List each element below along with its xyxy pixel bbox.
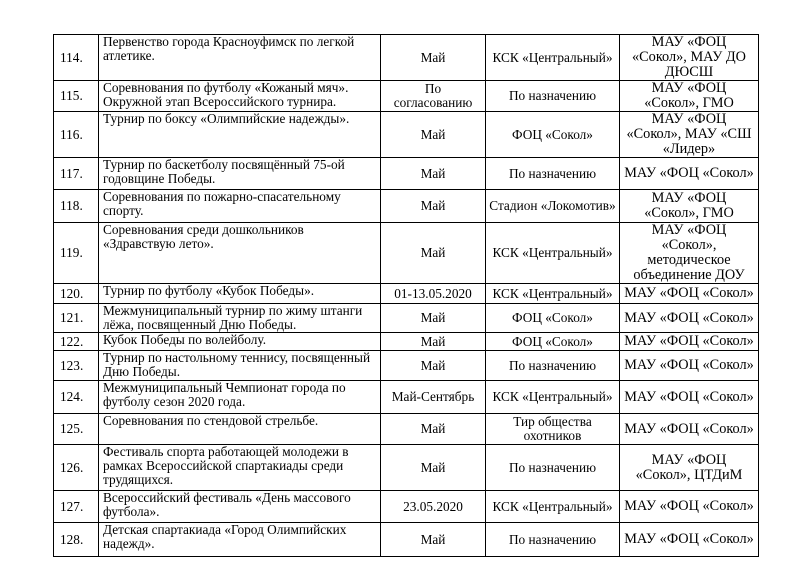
events-table [53,34,759,557]
event-responsible: МАУ «ФОЦ «Сокол» [620,351,759,381]
event-name: Фестиваль спорта работающей молодежи в рамках Всероссийской спартакиады среди трудящихся. [99,445,381,491]
table-row [54,112,759,158]
row-number: 115. [54,81,99,112]
event-place: КСК «Центральный» [486,223,620,284]
event-date: 23.05.2020 [381,491,486,523]
event-name: Всероссийский фестиваль «День массового футбола». [99,491,381,523]
event-responsible: МАУ «ФОЦ «Сокол», ЦТДиМ [620,445,759,491]
table-row [54,223,759,284]
event-date: Май [381,223,486,284]
event-responsible: МАУ «ФОЦ «Сокол» [620,333,759,351]
event-date: Май [381,414,486,445]
event-name: Межмуниципальный турнир по жиму штанги лёжа, посвященный Дню Победы. [99,304,381,333]
event-name: Турнир по боксу «Олимпийские надежды». [99,112,381,158]
event-place: По назначению [486,351,620,381]
event-place: КСК «Центральный» [486,381,620,414]
event-place: КСК «Центральный» [486,35,620,81]
event-place: По назначению [486,81,620,112]
row-number: 123. [54,351,99,381]
event-responsible: МАУ «ФОЦ «Сокол» [620,158,759,190]
event-name: Соревнования по пожарно-спасательному спорту. [99,190,381,223]
event-place: КСК «Центральный» [486,284,620,304]
event-date: Май [381,523,486,557]
event-place: ФОЦ «Сокол» [486,304,620,333]
event-date: Май [381,351,486,381]
row-number: 125. [54,414,99,445]
event-date: 01-13.05.2020 [381,284,486,304]
event-name: Турнир по футболу «Кубок Победы». [99,284,381,304]
table-row [54,381,759,414]
event-place: ФОЦ «Сокол» [486,333,620,351]
row-number: 122. [54,333,99,351]
event-name: Межмуниципальный Чемпионат города по футболу сезон 2020 года. [99,381,381,414]
table-row [54,445,759,491]
event-responsible: МАУ «ФОЦ «Сокол», ГМО [620,190,759,223]
row-number: 116. [54,112,99,158]
table-row [54,284,759,304]
row-number: 117. [54,158,99,190]
table-row [54,523,759,557]
event-name: Детская спартакиада «Город Олимпийских надежд». [99,523,381,557]
event-responsible: МАУ «ФОЦ «Сокол» [620,284,759,304]
event-name: Турнир по баскетболу посвящённый 75-ой годовщине Победы. [99,158,381,190]
event-responsible: МАУ «ФОЦ «Сокол», ГМО [620,81,759,112]
table-row [54,351,759,381]
event-responsible: МАУ «ФОЦ «Сокол», МАУ ДО ДЮСШ [620,35,759,81]
event-name: Кубок Победы по волейболу. [99,333,381,351]
event-date: Май [381,190,486,223]
event-responsible: МАУ «ФОЦ «Сокол» [620,381,759,414]
event-name: Соревнования по стендовой стрельбе. [99,414,381,445]
event-place: По назначению [486,158,620,190]
row-number: 121. [54,304,99,333]
row-number: 124. [54,381,99,414]
table-row [54,414,759,445]
event-place: КСК «Центральный» [486,491,620,523]
table-row [54,35,759,81]
table-row [54,491,759,523]
event-place: По назначению [486,523,620,557]
event-place: Стадион «Локомотив» [486,190,620,223]
event-responsible: МАУ «ФОЦ «Сокол» [620,523,759,557]
event-date: Май [381,445,486,491]
event-name: Первенство города Красноуфимск по легкой атлетике. [99,35,381,81]
table-row [54,333,759,351]
row-number: 128. [54,523,99,557]
event-responsible: МАУ «ФОЦ «Сокол», методическое объединение ДОУ [620,223,759,284]
event-date: Май [381,35,486,81]
event-responsible: МАУ «ФОЦ «Сокол» [620,304,759,333]
row-number: 119. [54,223,99,284]
event-place: ФОЦ «Сокол» [486,112,620,158]
row-number: 127. [54,491,99,523]
table-row [54,190,759,223]
row-number: 120. [54,284,99,304]
event-date: Май [381,333,486,351]
event-date: Май [381,304,486,333]
table-row [54,158,759,190]
row-number: 126. [54,445,99,491]
event-place: Тир общества охотников [486,414,620,445]
event-responsible: МАУ «ФОЦ «Сокол», МАУ «СШ «Лидер» [620,112,759,158]
row-number: 114. [54,35,99,81]
event-date: По согласованию [381,81,486,112]
event-date: Май [381,158,486,190]
event-name: Турнир по настольному теннису, посвященный Дню Победы. [99,351,381,381]
event-responsible: МАУ «ФОЦ «Сокол» [620,414,759,445]
event-name: Соревнования среди дошкольников «Здравствую лето». [99,223,381,284]
table-row [54,81,759,112]
event-date: Май [381,112,486,158]
event-responsible: МАУ «ФОЦ «Сокол» [620,491,759,523]
table-row [54,304,759,333]
event-name: Соревнования по футболу «Кожаный мяч». Окружной этап Всероссийского турнира. [99,81,381,112]
event-place: По назначению [486,445,620,491]
row-number: 118. [54,190,99,223]
event-date: Май-Сентябрь [381,381,486,414]
